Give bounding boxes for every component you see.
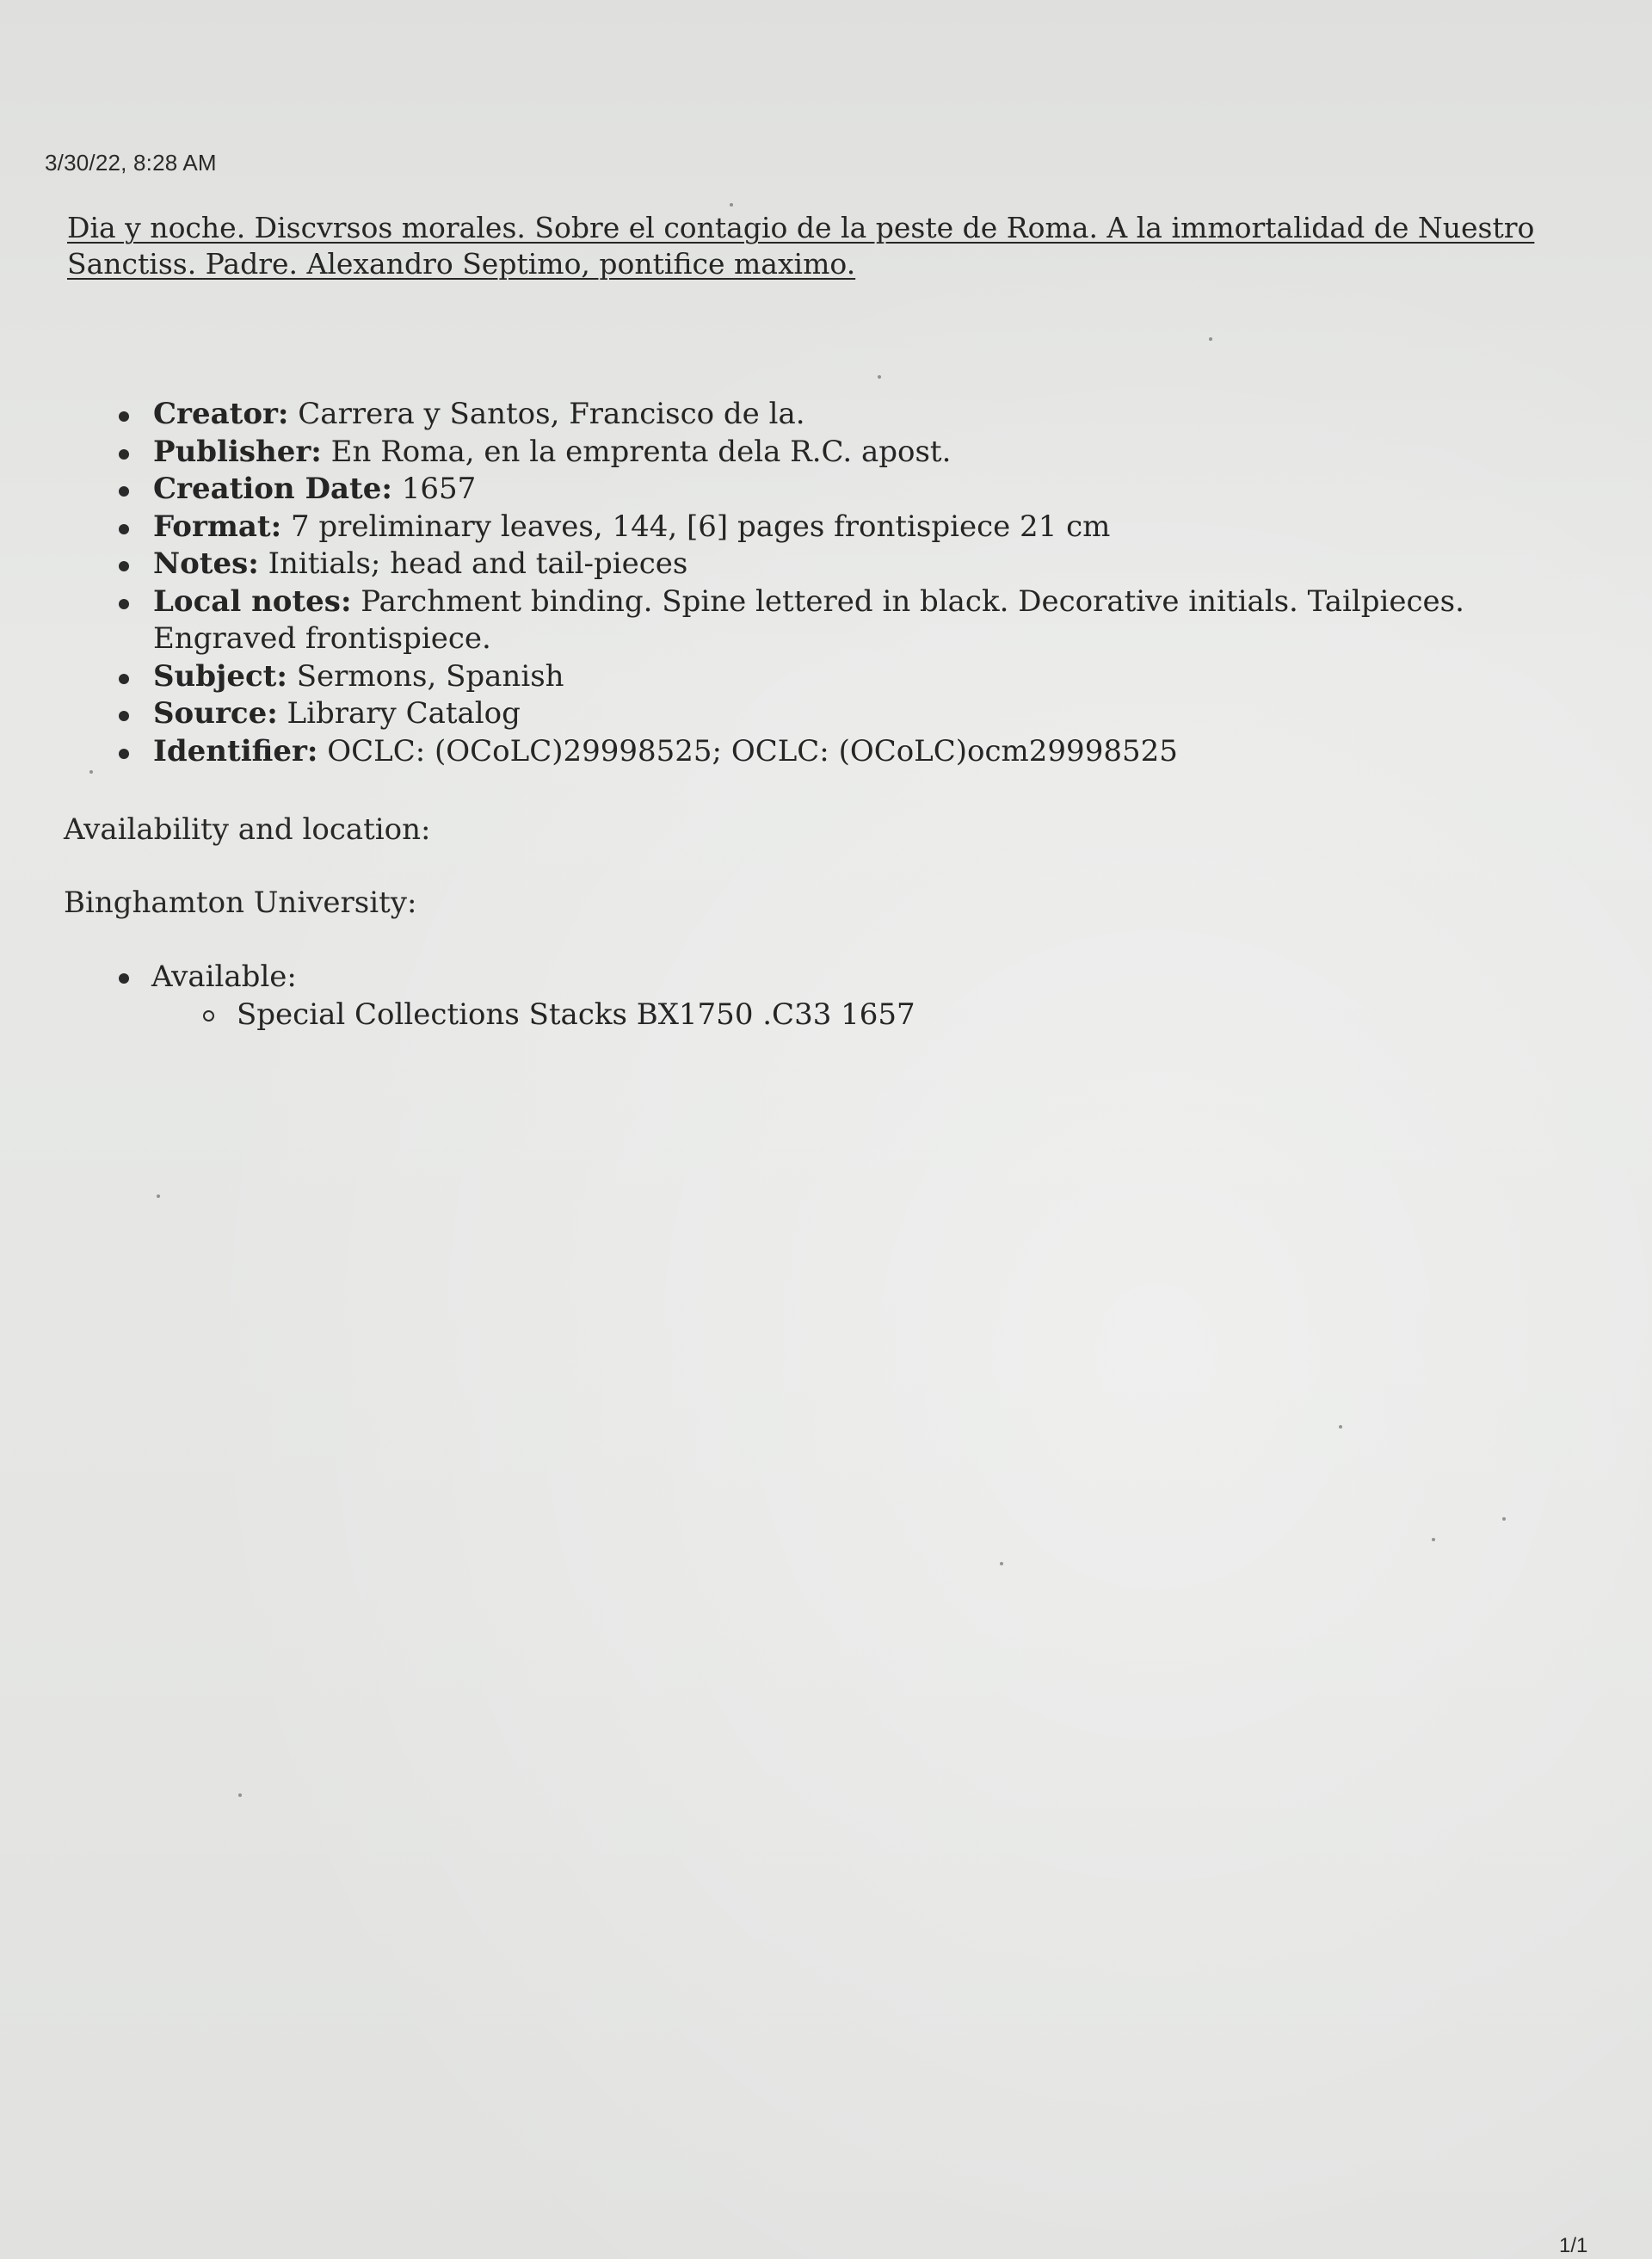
page-number: 1/1 xyxy=(1559,2234,1588,2257)
field-value: Sermons, Spanish xyxy=(287,658,564,694)
field-value: Library Catalog xyxy=(277,696,521,731)
paper-speck xyxy=(1000,1562,1003,1565)
record-title: Dia y noche. Discvrsos morales. Sobre el contagio de la peste de Roma. A la immortalidad de Nuestro Sanctiss. Padre. Alexandro Septimo, pontifice maximo. xyxy=(67,211,1535,281)
paper-speck xyxy=(1502,1517,1506,1521)
institution-heading: Binghamton University: xyxy=(64,886,417,920)
location-item: Special Collections Stacks BX1750 .C33 1657 xyxy=(151,996,915,1034)
field-label: Subject: xyxy=(153,658,287,694)
paper-speck xyxy=(1209,337,1212,341)
field-label: Identifier: xyxy=(153,733,318,768)
field-value: En Roma, en la emprenta dela R.C. apost. xyxy=(321,434,952,469)
field-label: Creation Date: xyxy=(153,472,392,506)
paper-speck xyxy=(157,1194,160,1198)
location-list xyxy=(151,996,915,1034)
field-notes xyxy=(112,546,1489,583)
field-publisher xyxy=(112,434,1489,472)
field-label: Local notes: xyxy=(153,583,352,619)
availability-heading: Availability and location: xyxy=(64,812,431,847)
field-value: 7 preliminary leaves, 144, [6] pages frontispiece 21 cm xyxy=(281,509,1111,544)
print-timestamp: 3/30/22, 8:28 AM xyxy=(45,150,217,176)
paper-speck xyxy=(1432,1538,1435,1541)
field-label: Creator: xyxy=(153,397,289,431)
availability-status-item xyxy=(112,958,915,1034)
field-local-notes xyxy=(112,583,1489,658)
record-fields-list xyxy=(112,396,1489,770)
paper-speck xyxy=(238,1793,242,1797)
field-label: Publisher: xyxy=(153,434,322,469)
field-label: Format: xyxy=(153,509,282,544)
field-value: 1657 xyxy=(391,472,477,506)
paper-speck xyxy=(89,770,93,774)
paper-speck xyxy=(1339,1425,1342,1429)
availability-list xyxy=(112,958,915,1034)
field-subject xyxy=(112,658,1489,696)
field-label: Notes: xyxy=(153,546,259,581)
field-format xyxy=(112,509,1489,546)
field-value: Carrera y Santos, Francisco de la. xyxy=(288,397,805,431)
field-value: Parchment binding. Spine lettered in black. Decorative initials. Tailpieces. Engraved frontispiece. xyxy=(153,583,1464,656)
field-value: Initials; head and tail-pieces xyxy=(258,546,688,581)
field-identifier xyxy=(112,733,1489,771)
field-creator xyxy=(112,396,1489,434)
paper-speck xyxy=(730,203,733,207)
field-value: OCLC: (OCoLC)29998525; OCLC: (OCoLC)ocm29998525 xyxy=(317,733,1178,768)
field-label: Source: xyxy=(153,696,278,731)
field-source xyxy=(112,695,1489,733)
availability-status: Available: xyxy=(151,960,297,994)
paper-speck xyxy=(878,375,881,379)
field-creation-date xyxy=(112,471,1489,509)
